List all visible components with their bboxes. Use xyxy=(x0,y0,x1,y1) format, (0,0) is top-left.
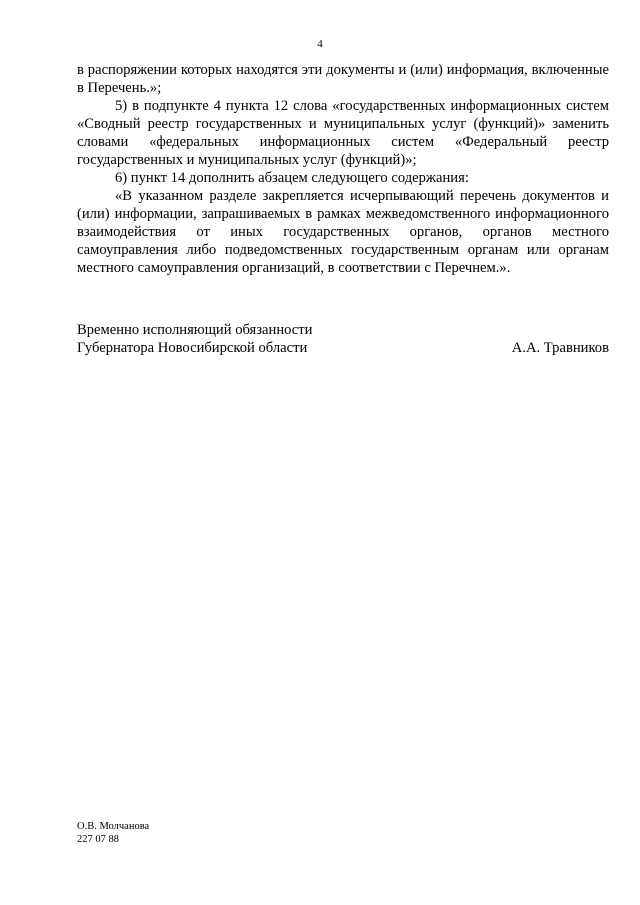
paragraph-quote: «В указанном разделе закрепляется исчерпывающий перечень документов и (или) информации, запрашиваемых в рамках межведомственного информационного взаимодействия от иных государственных органов, органов местного самоуправления либо подведомственных государственным органам или органам местного самоуправления организаций, в соответствии с Перечнем.». xyxy=(77,188,609,276)
paragraph-item-5: 5) в подпункте 4 пункта 12 слова «государственных информационных систем «Сводный реестр государственных и муниципальных услуг (функций)» заменить словами «федеральных информационных систем «Федеральный реестр государственных и муниципальных услуг (функций)»; xyxy=(77,98,609,168)
paragraph-item-6: 6) пункт 14 дополнить абзацем следующего содержания: xyxy=(115,170,469,186)
paragraph-continuation: в распоряжении которых находятся эти документы и (или) информация, включенные в Перечень.»; xyxy=(77,62,609,96)
signature-row xyxy=(77,339,609,357)
page-number: 4 xyxy=(317,38,323,50)
executor-footer xyxy=(77,820,149,846)
signature-block xyxy=(77,321,609,357)
signatory-position-line2: Губернатора Новосибирской области xyxy=(77,340,308,356)
executor-name: О.В. Молчанова xyxy=(77,821,150,832)
signatory-name: А.А. Травников xyxy=(511,340,609,356)
signatory-position-line1: Временно исполняющий обязанности xyxy=(77,322,313,338)
document-body xyxy=(77,61,609,277)
executor-phone: 227 07 88 xyxy=(77,834,119,845)
